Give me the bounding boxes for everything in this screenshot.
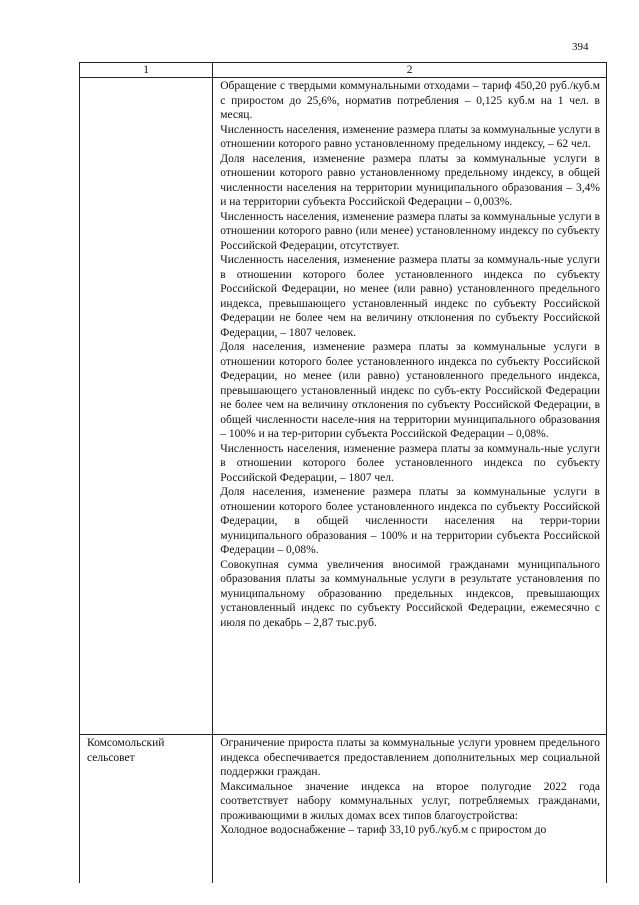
paragraph: Обращение с твердыми коммунальными отходами – тариф 450,20 руб./куб.м с приростом до 25,6%, норматив потребления – 0,125 куб.м на 1 чел. в месяц. xyxy=(220,80,600,121)
paragraph: Численность населения, изменение размера платы за коммунальные услуги в отношении которого равно (или менее) установленному индексу по субъекту Российской Федерации, отсутствует. xyxy=(220,210,600,252)
table-row xyxy=(80,78,607,735)
table-row xyxy=(80,735,607,884)
paragraph: Максимальное значение индекса на второе полугодие 2022 года соответствует набору коммунальных услуг, потребляемых гражданами, проживающими в жилых домах всех типов благоустройства: xyxy=(220,780,600,822)
municipality-name: Комсомольский сельсовет xyxy=(87,737,165,764)
document-table xyxy=(79,62,607,883)
paragraph: Доля населения, изменение размера платы за коммунальные услуги в отношении которого равно установленному предельному индексу, в общей численности населения на территории муниципального образования – 3,4% и на территории субъекта Российской Федерации – 0,003%. xyxy=(220,152,600,208)
municipality-cell xyxy=(80,735,213,884)
column-header-1: 1 xyxy=(80,63,213,78)
paragraph: Холодное водоснабжение – тариф 33,10 руб./куб.м с приростом до xyxy=(220,824,547,836)
paragraph: Численность населения, изменение размера платы за коммуналь-ные услуги в отношении которого более установленного индекса по субъекту Российской Федерации, но менее (или равно) установленного предельного индекса, превышающего установленный индекс по субъекту Российской Федерации не более чем на величину отклонения по субъекту Российской Федерации, – 1807 человек. xyxy=(220,254,600,339)
municipality-name xyxy=(80,78,212,79)
description-cell xyxy=(213,735,607,884)
municipality-cell xyxy=(80,78,213,735)
description-cell xyxy=(213,78,607,735)
paragraph: Ограничение прироста платы за коммунальные услуги уровнем предельного индекса обеспечивается предоставлением дополнительных мер социальной поддержки граждан. xyxy=(220,737,600,778)
column-header-2: 2 xyxy=(213,63,607,78)
paragraph: Численность населения, изменение размера платы за коммуналь-ные услуги в отношении которого более установленного индекса по субъекту Российской Федерации, – 1807 чел. xyxy=(220,442,600,484)
paragraph: Доля населения, изменение размера платы за коммунальные услуги в отношении которого более установленного индекса по субъекту Российской Федерации, но менее (или равно) установленного предельного индекса, превышающего установленный индекс по субъ-екту Российской Федерации не более чем на величину отклонения по субъекту Российской Федерации, в общей численности населе-ния на территории муниципального образования – 100% и на тер-ритории субъекта Российской Федерации – 0,08%. xyxy=(220,341,600,440)
paragraph: Доля населения, изменение размера платы за коммунальные услуги в отношении которого более установленного индекса по субъекту Российской Федерации, в общей численности населения на терри-тории муниципального образования – 100% и на территории субъекта Российской Федерации – 0,08%. xyxy=(220,486,600,556)
paragraph: Численность населения, изменение размера платы за коммунальные услуги в отношении которого равно установленному предельному индексу, – 62 чел. xyxy=(220,123,600,150)
table-header-row xyxy=(80,63,607,78)
paragraph: Совокупная сумма увеличения вносимой гражданами муниципального образования платы за коммунальные услуги в результате установления по муниципальному образованию предельных индексов, превышающих установленный индекс по субъекту Российской Федерации, ежемесячно с июля по декабрь – 2,87 тыс.руб. xyxy=(220,558,600,629)
page-number: 394 xyxy=(572,41,589,53)
